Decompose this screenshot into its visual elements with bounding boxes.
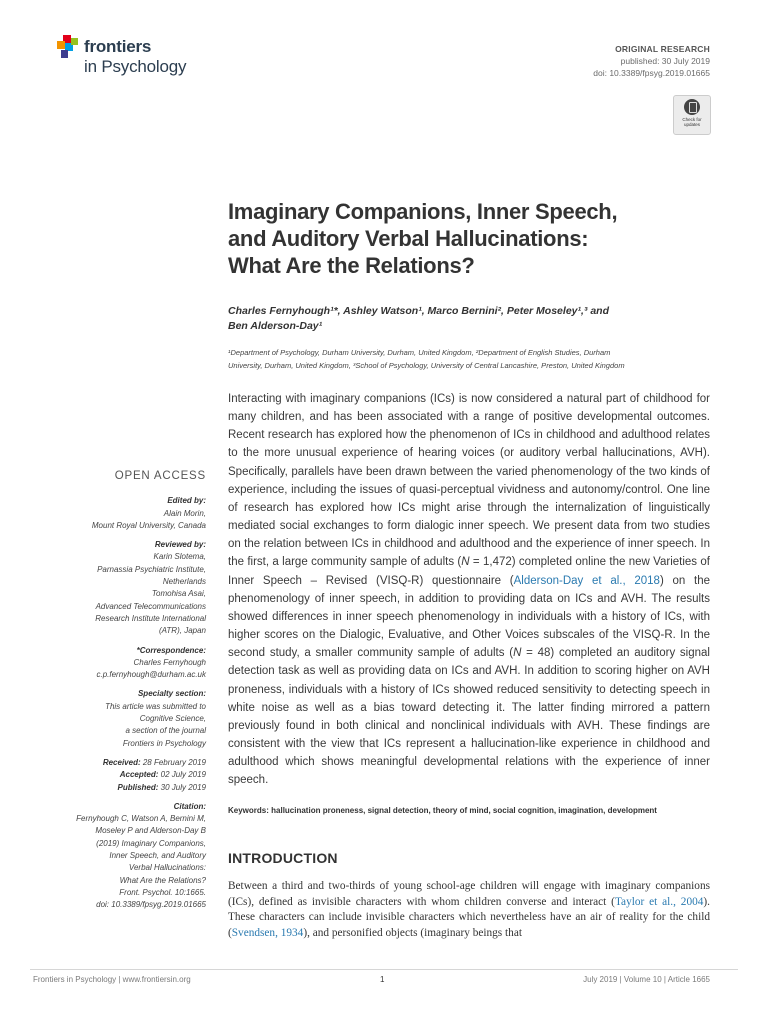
article-title: Imaginary Companions, Inner Speech, and Auditory Verbal Hallucinations: What Are the Relations? [228, 199, 618, 278]
footer-divider [30, 969, 738, 970]
frontiers-logo-icon [57, 35, 79, 59]
citation: Citation: Fernyhough C, Watson A, Bernini M, Moseley P and Alderson-Day B (2019) Imaginary Companions, Inner Speech, and Auditory Verbal Hallucinations: What Are the Relations? Front. Psychol. 10:1665. doi: 10.3389/fpsyg.2019.01665 [76, 801, 206, 910]
footer-issue-info: July 2019 | Volume 10 | Article 1665 [583, 975, 710, 984]
check-for-updates-button[interactable]: Check for updates [673, 95, 711, 135]
abstract: Interacting with imaginary companions (ICs) is now considered a natural part of childhood for many children, and has been associated with a range of positive developmental outcomes. Recent research has explored how the phenomenon of ICs in childhood and adulthood relates to the more unusual experience of hearing voices (or auditory verbal hallucinations, AVH). Specifically, parallels have been drawn between the varied phenomenology of the two kinds of experience, including the issues of quasi-perceptual vividness and autonomy/control. One line of research has explored how ICs might arise through the internalization of linguistically mediated social exchanges to form dialogic inner speech. We present data from two studies on the relation between ICs in childhood and adulthood and the experience of inner speech. In the first, a large community sample of adults (N = 1,472) completed online the new Varieties of Inner Speech – Revised (VISQ-R) questionnaire (Alderson-Day et al., 2018) on the phenomenology of inner speech, in addition to providing data on ICs and AVH. The results showed differences in inner speech phenomenology in individuals with a history of ICs, with higher scores on the Dialogic, Evaluative, and Other Voices subscales of the VISQ-R. In the second study, a smaller community sample of adults (N = 48) completed an auditory signal detection task as well as providing data on ICs and AVH. In addition to scoring higher on AVH proneness, individuals with a history of ICs showed reduced sensitivity to detecting speech in white noise as well as a bias toward detecting it. The latter finding mirrored a pattern previously found in both clinical and nonclinical individuals with AVH. These findings are consistent with the view that ICs represent a hallucination-like experience in childhood and adulthood which shows meaningful developmental relations with the experience of inner speech. [228, 393, 711, 787]
specialty-section: Specialty section: This article was submitted to Cognitive Science, a section of the journal Frontiers in Psychology [105, 689, 206, 748]
correspondence: *Correspondence: Charles Fernyhough c.p.fernyhough@durham.ac.uk [60, 645, 206, 682]
dates: Received: 28 February 2019 Accepted: 02 July 2019 Published: 30 July 2019 [102, 757, 206, 792]
citation-link[interactable]: Taylor et al., 2004 [614, 895, 704, 908]
logo-text-frontiers: frontiers [84, 37, 152, 56]
author-list: Charles Fernyhough¹*, Ashley Watson¹, Marco Bernini², Peter Moseley¹,³ and Ben Alderson-Day¹ [228, 305, 609, 332]
logo-text-journal: in Psychology [84, 57, 187, 76]
email-link[interactable]: c.p.fernyhough@durham.ac.uk [96, 670, 206, 680]
published-date: published: 30 July 2019 [620, 56, 710, 66]
reviewed-by: Reviewed by: Karin Slotema, Parnassia Psychiatric Institute, Netherlands Tomohisa Asai, Advanced Telecommunications Research Institute International (ATR), Japan [95, 540, 206, 636]
bookmark-icon [684, 99, 700, 115]
article-type: ORIGINAL RESEARCH [615, 44, 710, 54]
introduction-paragraph: Between a third and two-thirds of young school-age children will engage with imaginary companions (ICs), defined as invisible characters with whom children converse and interact (Taylor et al., 2004). These characters can include invisible characters which nevertheless have an air of reality for the child (Svendsen, 1934), and personified objects (imaginary beings that [228, 880, 710, 939]
affiliations: ¹Department of Psychology, Durham University, Durham, United Kingdom, ²Department of English Studies, Durham University, Durham, United Kingdom, ³School of Psychology, University of Central Lancashire, Preston, United Kingdom [228, 348, 625, 370]
page-number: 1 [380, 975, 385, 984]
keywords: Keywords: hallucination proneness, signal detection, theory of mind, social cognition, imagination, development [228, 806, 657, 815]
citation-link[interactable]: Alderson-Day et al., 2018 [513, 574, 660, 587]
open-access-label: OPEN ACCESS [114, 470, 206, 482]
footer-journal-link[interactable]: Frontiers in Psychology | www.frontiersin.org [33, 975, 191, 984]
citation-link[interactable]: Svendsen, 1934 [231, 926, 304, 939]
article-meta-header [593, 43, 710, 79]
section-heading-introduction: INTRODUCTION [228, 850, 338, 866]
article-sidebar [60, 470, 206, 919]
journal-logo[interactable] [57, 33, 207, 79]
doi-link[interactable]: doi: 10.3389/fpsyg.2019.01665 [593, 68, 710, 78]
edited-by: Edited by: Alain Morin, Mount Royal University, Canada [91, 496, 206, 530]
